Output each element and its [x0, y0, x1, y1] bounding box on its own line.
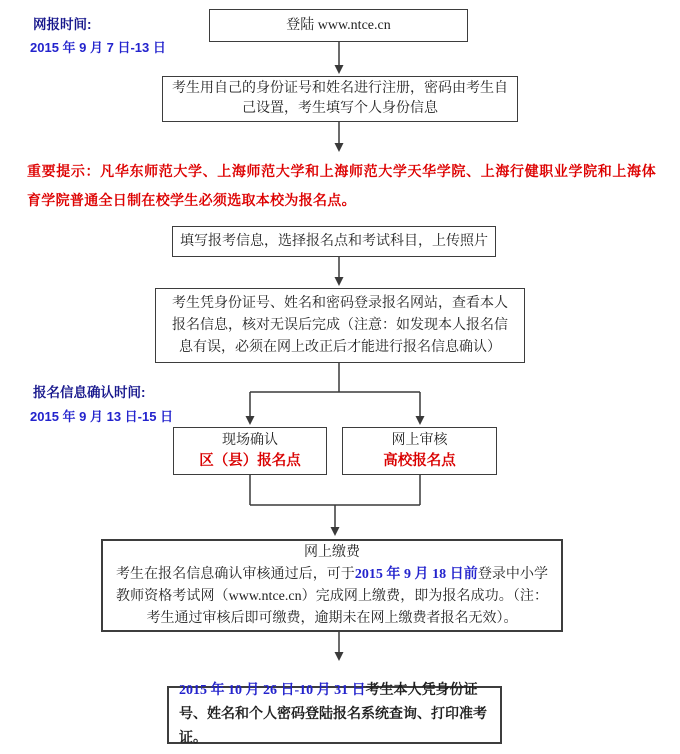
- flow-node-login-text: 登陆 www.ntce.cn: [286, 17, 391, 33]
- onsite-confirm-title: 现场确认: [222, 433, 278, 448]
- print-ticket-date: 2015 年 10 月 26 日-10 月 31 日: [179, 683, 366, 698]
- arrowhead-icon: [416, 416, 425, 425]
- arrowhead-icon: [335, 143, 344, 152]
- flow-node-fill-info: [172, 226, 496, 257]
- print-ticket-text-wrap: [179, 679, 490, 751]
- online-registration-time-date: 2015 年 9 月 7 日-13 日: [30, 40, 166, 55]
- flow-node-online-review: [342, 427, 497, 475]
- flow-node-register: [162, 76, 518, 122]
- arrowhead-icon: [335, 652, 344, 661]
- online-payment-body-after: 登录中小学教师资格考试网（www.ntce.cn）完成网上缴费，即为报名成功。（注：考生通过审核后即可缴费，逾期未在网上缴费者报名无效）。: [116, 567, 549, 626]
- online-payment-title: 网上缴费: [304, 545, 360, 560]
- flow-node-check-info-text: 考生凭身份证号、姓名和密码登录报名网站，查看本人报名信息，核对无误后完成（注意：如发现本人报名信息有误，必须在网上改正后才能进行报名信息确认）: [172, 295, 508, 355]
- online-registration-time-label: 网报时间:: [33, 17, 92, 32]
- branch-connector: [250, 363, 420, 416]
- merge-connector: [250, 475, 420, 527]
- online-payment-deadline: 2015 年 9 月 18 日前: [354, 567, 478, 582]
- confirmation-time-label: 报名信息确认时间:: [33, 385, 146, 400]
- arrowhead-icon: [246, 416, 255, 425]
- online-review-title: 网上审核: [391, 433, 448, 448]
- online-review-location: 高校报名点: [383, 453, 456, 469]
- flow-node-check-info: [155, 288, 525, 363]
- arrowhead-icon: [335, 65, 344, 74]
- confirmation-time-date: 2015 年 9 月 13 日-15 日: [30, 409, 174, 424]
- arrowhead-icon: [335, 277, 344, 286]
- flow-node-fill-info-text: 填写报考信息，选择报名点和考试科目，上传照片: [180, 233, 488, 249]
- print-ticket-text: 考生本人凭身份证号、姓名和个人密码登陆报名系统查询、打印准考证。: [179, 683, 487, 746]
- flow-node-login: [209, 9, 468, 42]
- arrowhead-icon: [331, 527, 340, 536]
- flow-node-onsite-confirm: [173, 427, 327, 475]
- important-notice-text: 重要提示：凡华东师范大学、上海师范大学和上海师范大学天华学院、上海行健职业学院和上海体育学院普通全日制在校学生必须选取本校为报名点。: [27, 163, 656, 208]
- flow-node-online-payment: [101, 539, 563, 632]
- flow-node-print-ticket: [167, 683, 502, 746]
- flow-node-register-text: 考生用自己的身份证号和姓名进行注册，密码由考生自己设置，考生填写个人身份信息: [172, 81, 508, 116]
- online-payment-body: [116, 564, 548, 630]
- onsite-confirm-location: 区（县）报名点: [199, 453, 301, 469]
- online-payment-body-before: 考生在报名信息确认审核通过后，可于: [116, 567, 355, 582]
